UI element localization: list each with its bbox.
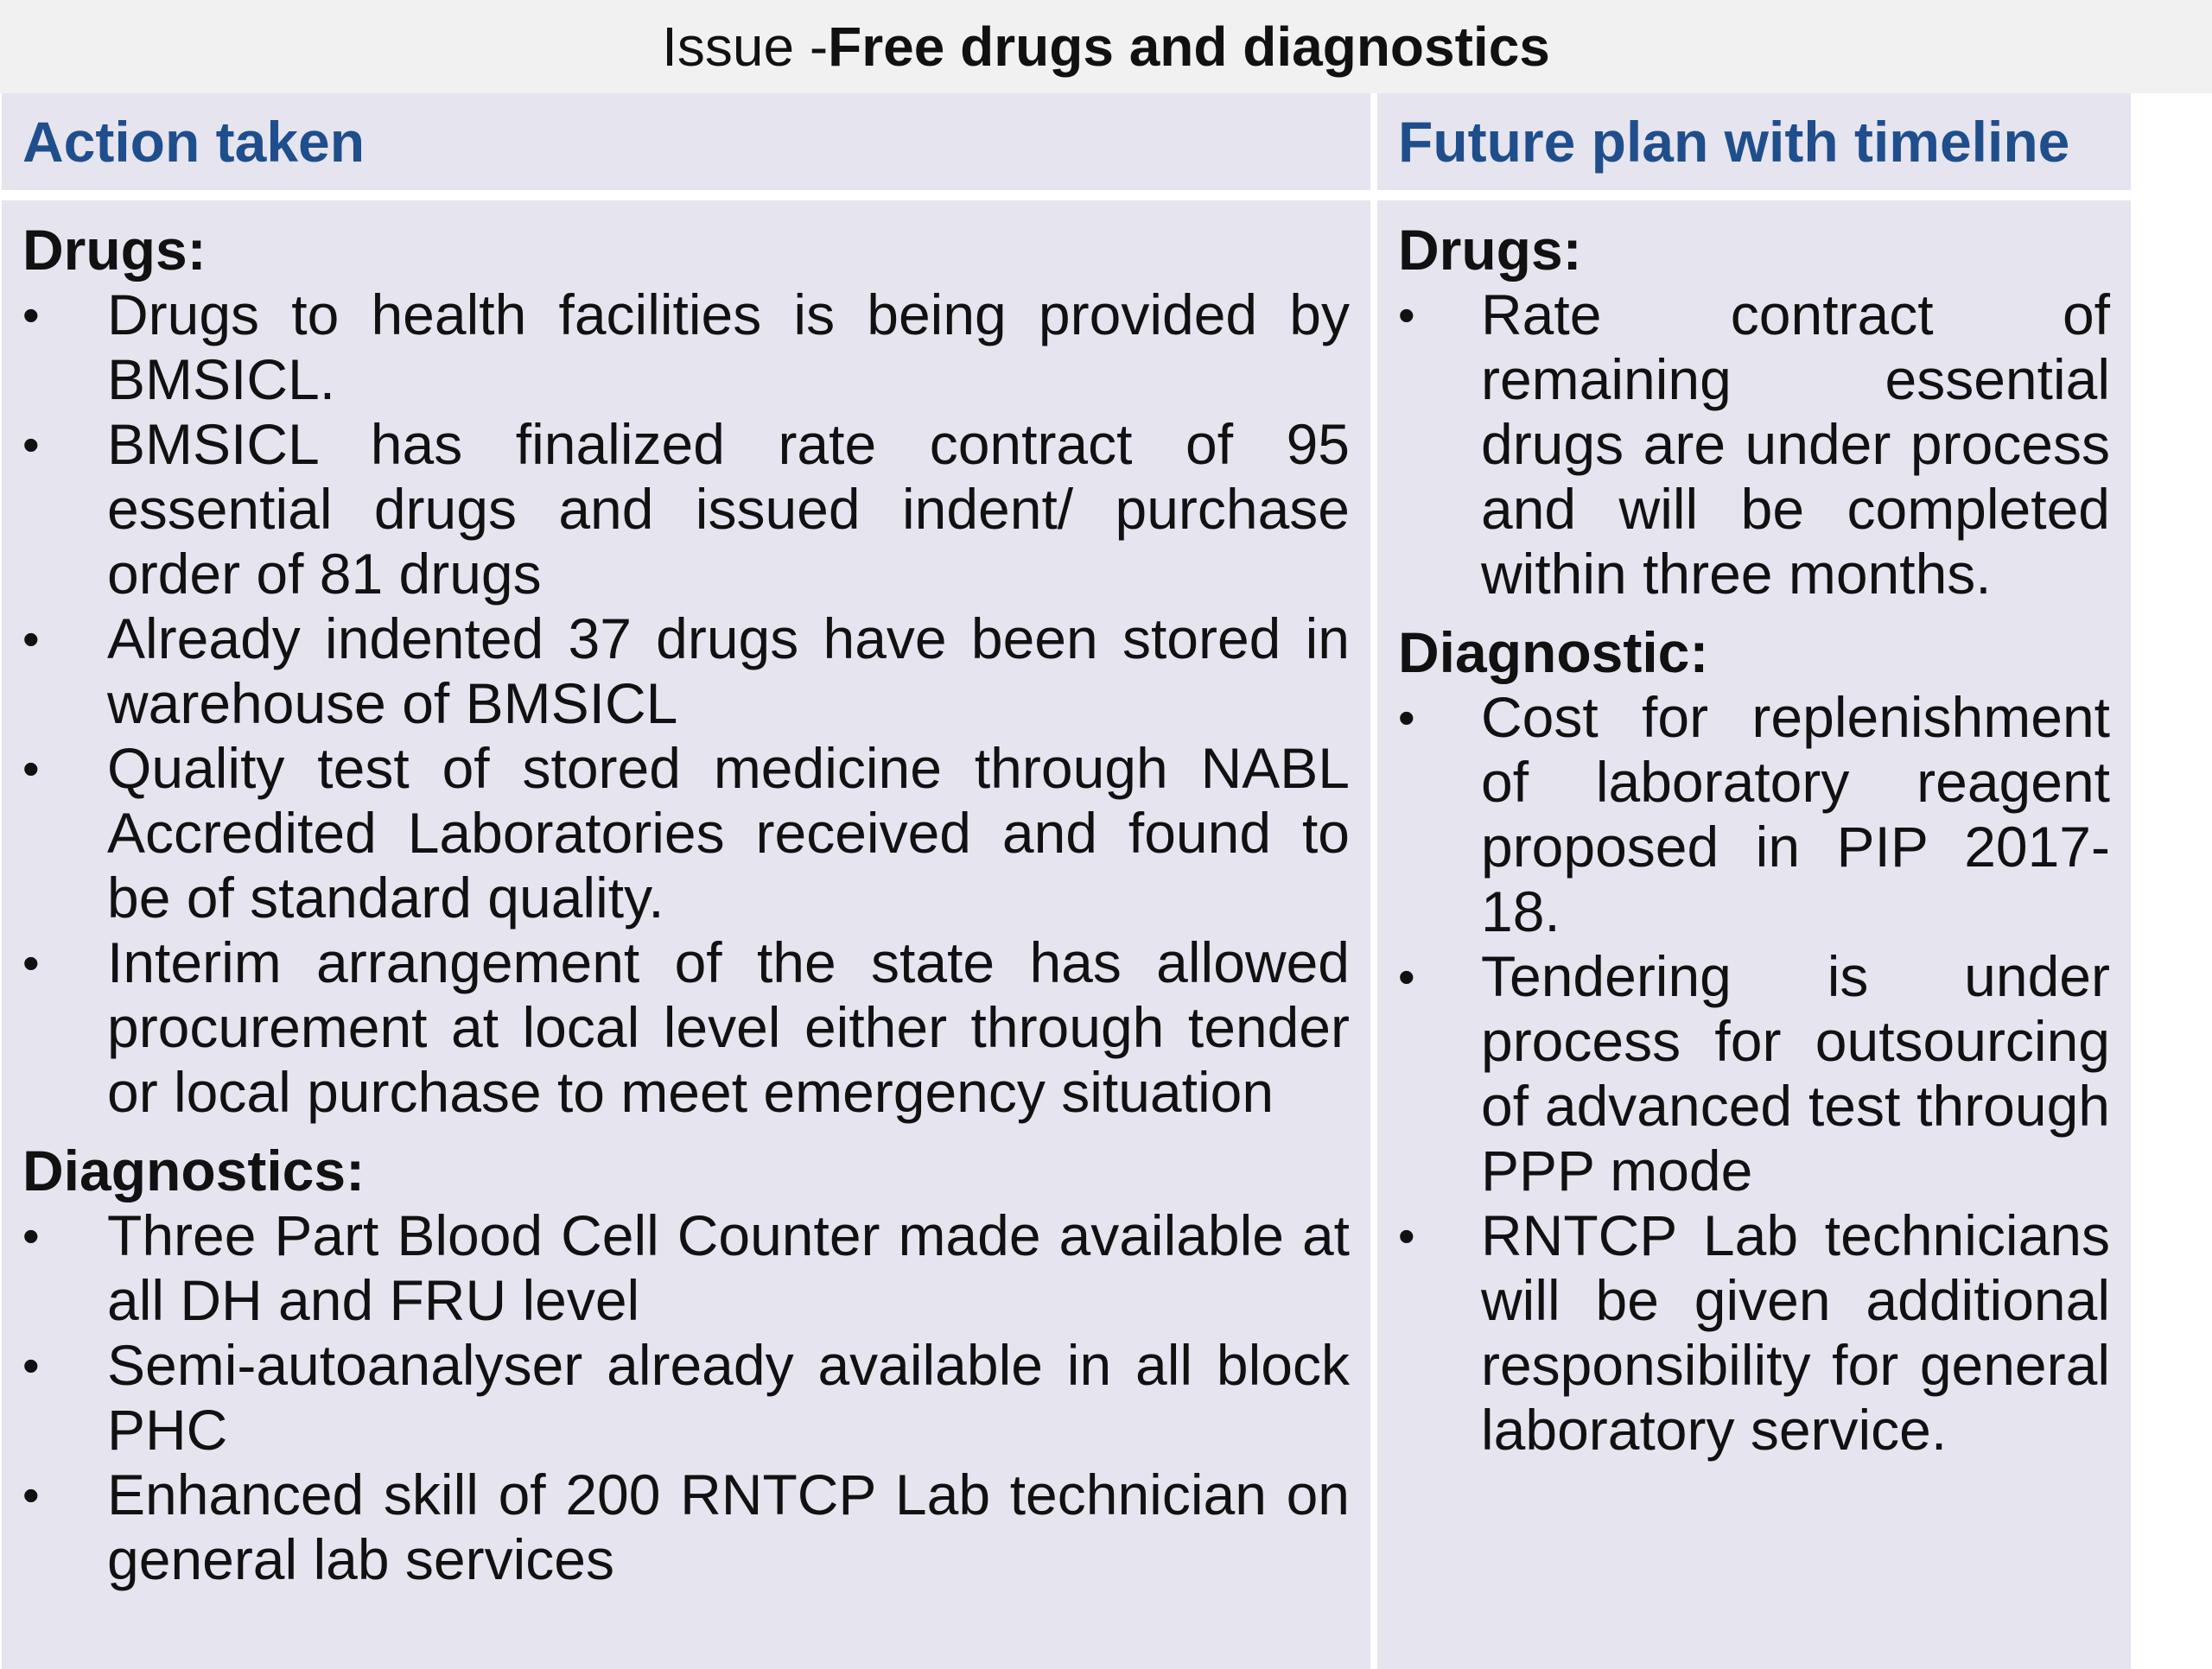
list-item [1398,1203,2110,1463]
bullet-icon: • [22,1468,40,1522]
diagnostics-action-list [22,1203,1350,1592]
list-item-text: Drugs to health facilities is being provided by BMSICL. [107,282,1350,411]
slide-title-prefix: Issue - [662,16,829,78]
list-item [1398,944,2110,1203]
bullet-icon: • [1398,288,1415,342]
bullet-icon: • [1398,690,1415,745]
header-action-taken: Action taken [22,110,365,174]
list-item [22,930,1350,1125]
drugs-plan-list [1398,282,2110,606]
list-item-text: BMSICL has finalized rate contract of 95 essential drugs and issued indent/ purchase order of 81 drugs [107,412,1350,606]
header-future-plan: Future plan with timeline [1398,110,2070,174]
bullet-icon: • [22,1209,40,1263]
list-item-text: Already indented 37 drugs have been stored in warehouse of BMSICL [107,606,1350,735]
diagnostic-plan-heading: Diagnostic: [1398,620,1709,684]
list-item-text: Three Part Blood Cell Counter made available at all DH and FRU level [107,1203,1350,1332]
diagnostic-plan-list [1398,685,2110,1463]
slide-title [0,0,2212,93]
list-item-text: Rate contract of remaining essential drugs are under process and will be completed within three months. [1481,282,2110,606]
header-action-taken-cell [2,93,1370,190]
list-item [22,1463,1350,1592]
list-item-text: Cost for replenishment of laboratory reagent proposed in PIP 2017-18. [1481,685,2110,943]
list-item [22,1333,1350,1463]
diagnostics-heading: Diagnostics: [22,1139,365,1203]
list-item [22,736,1350,930]
drugs-plan-heading: Drugs: [1398,218,1582,282]
list-item-text: Interim arrangement of the state has allowed procurement at local level either through tender or local purchase to meet emergency situation [107,930,1350,1124]
bullet-icon: • [1398,949,1415,1004]
list-item-text: RNTCP Lab technicians will be given additional responsibility for general laboratory service. [1481,1203,2110,1462]
future-plan-cell [1377,200,2131,1669]
list-item [1398,282,2110,606]
list-item-text: Semi-autoanalyser already available in all block PHC [107,1333,1350,1462]
action-taken-content [22,218,1350,1592]
bullet-icon: • [22,417,40,472]
future-plan-content [1398,218,2110,1463]
list-item [22,412,1350,606]
list-item [1398,685,2110,944]
drugs-action-list [22,282,1350,1125]
list-item [22,282,1350,412]
header-future-plan-cell [1377,93,2131,190]
bullet-icon: • [22,612,40,666]
bullet-icon: • [22,741,40,796]
list-item-text: Quality test of stored medicine through NABL Accredited Laboratories received and found to be of standard quality. [107,736,1350,930]
drugs-heading: Drugs: [22,218,207,282]
list-item-text: Tendering is under process for outsourcing of advanced test through PPP mode [1481,944,2110,1203]
action-taken-cell [2,200,1370,1669]
bullet-icon: • [22,288,40,342]
bullet-icon: • [22,1338,40,1393]
bullet-icon: • [1398,1209,1415,1263]
list-item-text: Enhanced skill of 200 RNTCP Lab technician on general lab services [107,1463,1350,1591]
list-item [22,606,1350,736]
bullet-icon: • [22,936,40,990]
action-plan-table [2,93,2131,1659]
slide-title-main: Free drugs and diagnostics [828,16,1550,78]
list-item [22,1203,1350,1333]
